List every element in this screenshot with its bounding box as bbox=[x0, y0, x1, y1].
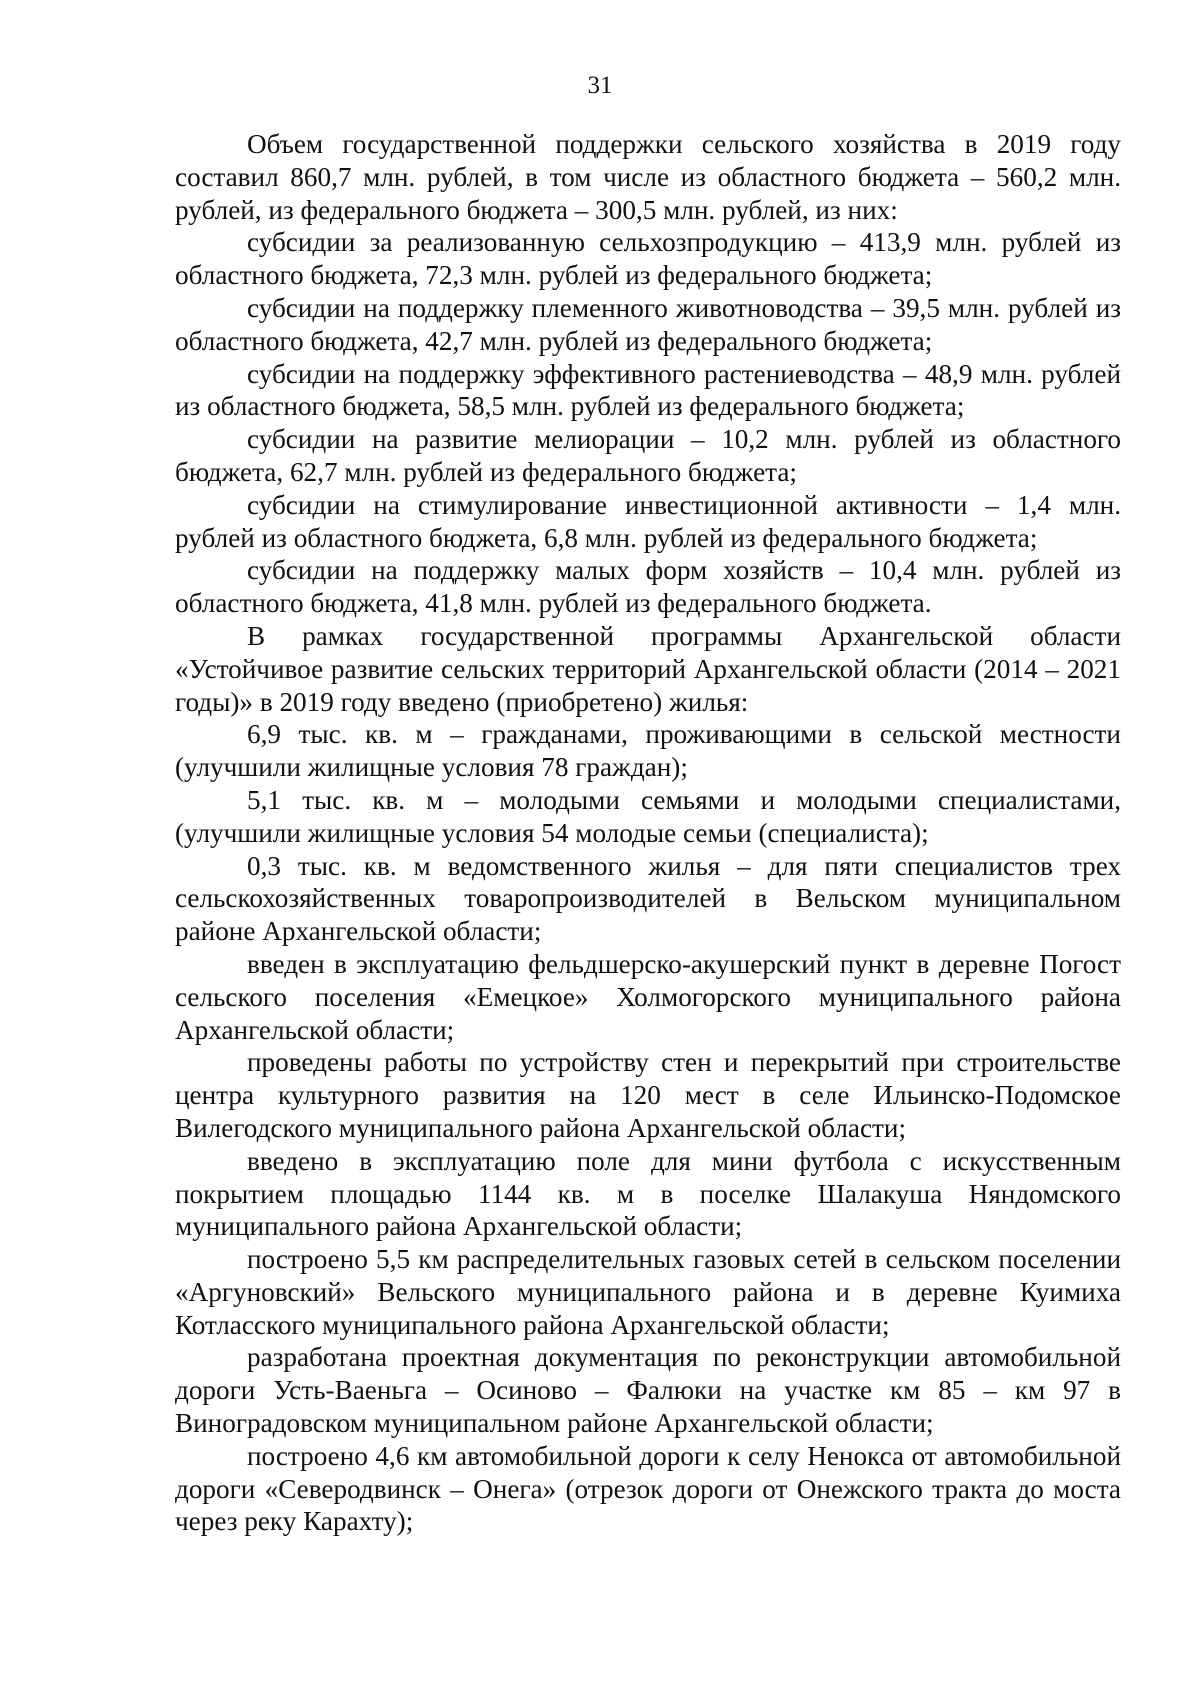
document-body bbox=[175, 128, 1121, 1538]
paragraph-housing-young-families: 5,1 тыс. кв. м – молодыми семьями и молодыми специалистами, (улучшили жилищные условия 54 молодые семьи (специалиста); bbox=[175, 784, 1121, 848]
paragraph-housing-citizens: 6,9 тыс. кв. м – гражданами, проживающими в сельской местности (улучшили жилищные условия 78 граждан); bbox=[175, 719, 1121, 783]
paragraph-gas-networks: построено 5,5 км распределительных газовых сетей в сельском поселении «Аргуновский» Вельского муниципального района и в деревне Куимиха Котласского муниципального района Архангельской области; bbox=[175, 1244, 1121, 1340]
paragraph-subsidy-products: субсидии за реализованную сельхозпродукцию – 413,9 млн. рублей из областного бюджета, 72,3 млн. рублей из федерального бюджета; bbox=[175, 227, 1121, 291]
paragraph-subsidy-melioration: субсидии на развитие мелиорации – 10,2 млн. рублей из областного бюджета, 62,7 млн. рублей из федерального бюджета; bbox=[175, 424, 1121, 487]
paragraph-culture-center: проведены работы по устройству стен и перекрытий при строительстве центра культурного развития на 120 мест в селе Ильинско-Подомское Вилегодского муниципального района Архангельской области; bbox=[175, 1047, 1121, 1143]
paragraph-subsidy-crops: субсидии на поддержку эффективного растениеводства – 48,9 млн. рублей из областного бюджета, 58,5 млн. рублей из федерального бюджета; bbox=[175, 358, 1121, 422]
paragraph-road-construction: построено 4,6 км автомобильной дороги к селу Ненокса от автомобильной дороги «Северодвинск – Онега» (отрезок дороги от Онежского тракта до моста через реку Карахту); bbox=[175, 1440, 1121, 1537]
paragraph-subsidy-livestock: субсидии на поддержку племенного животноводства – 39,5 млн. рублей из областного бюджета, 42,7 млн. рублей из федерального бюджета; bbox=[175, 292, 1121, 356]
paragraph-medical-post: введен в эксплуатацию фельдшерско-акушерский пункт в деревне Погост сельского поселения «Емецкое» Холмогорского муниципального района Архангельской области; bbox=[175, 948, 1121, 1045]
page-number: 31 bbox=[587, 72, 613, 99]
paragraph-road-design: разработана проектная документация по реконструкции автомобильной дороги Усть-Ваеньга – Осиново – Фалюки на участке км 85 – км 97 в Виноградовском муниципальном районе Архангельской области; bbox=[175, 1342, 1121, 1439]
paragraph-subsidy-small-farms: субсидии на поддержку малых форм хозяйств – 10,4 млн. рублей из областного бюджета, 41,8 млн. рублей из федерального бюджета. bbox=[175, 555, 1121, 619]
paragraph-program-housing: В рамках государственной программы Архангельской области «Устойчивое развитие сельских территорий Архангельской области (2014 – 2021 годы)» в 2019 году введено (приобретено) жилья: bbox=[175, 620, 1121, 717]
paragraph-support-volume: Объем государственной поддержки сельского хозяйства в 2019 году составил 860,7 млн. рублей, в том числе из областного бюджета – 560,2 млн. рублей, из федерального бюджета – 300,5 млн. рублей, из них: bbox=[175, 129, 1121, 225]
paragraph-housing-departmental: 0,3 тыс. кв. м ведомственного жилья – для пяти специалистов трех сельскохозяйственных товаропроизводителей в Вельском муниципальном районе Архангельской области; bbox=[175, 850, 1121, 947]
paragraph-football-field: введено в эксплуатацию поле для мини футбола с искусственным покрытием площадью 1144 кв. м в поселке Шалакуша Няндомского муниципального района Архангельской области; bbox=[175, 1145, 1121, 1242]
paragraph-subsidy-investment: субсидии на стимулирование инвестиционной активности – 1,4 млн. рублей из областного бюджета, 6,8 млн. рублей из федерального бюджета; bbox=[175, 489, 1121, 553]
